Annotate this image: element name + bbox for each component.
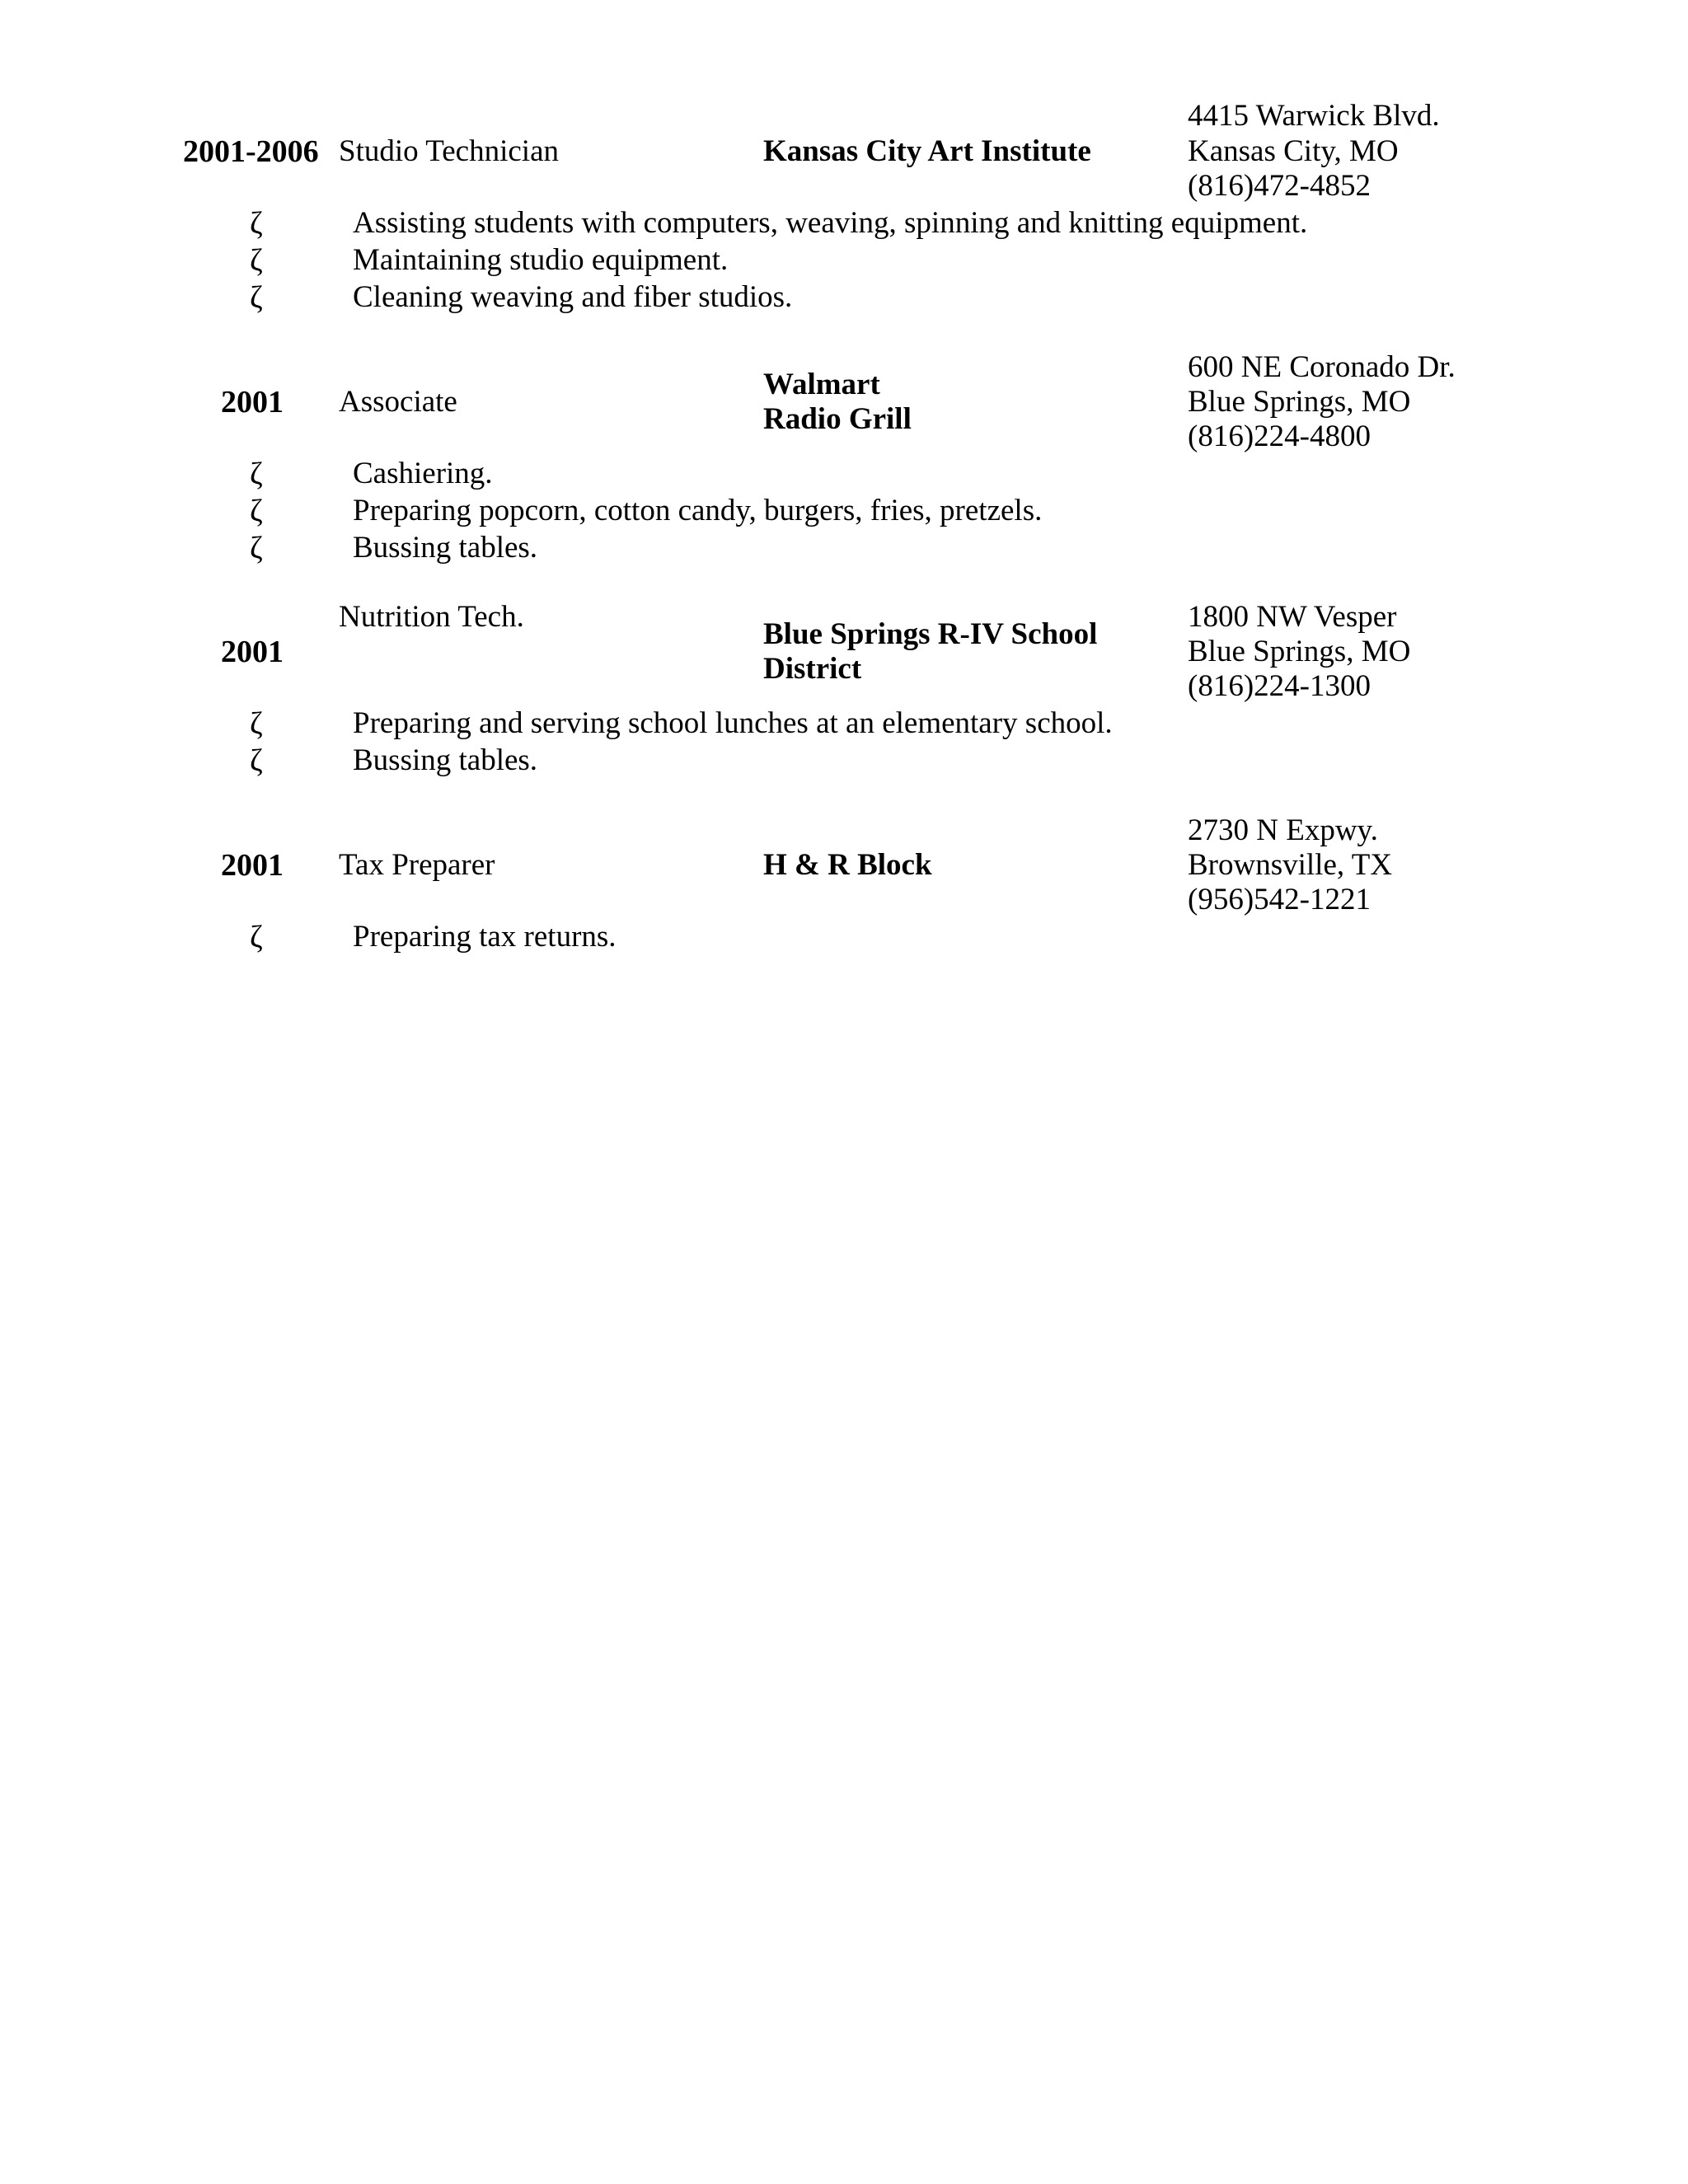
job-organization: Walmart [763,368,880,401]
job-years: 2001 [221,385,284,419]
job-title: Nutrition Tech. [339,600,524,634]
job-organization: District [763,652,862,686]
job-address-phone: (816)224-4800 [1188,419,1371,453]
job-years: 2001-2006 [183,134,319,169]
job-address-phone: (956)542-1221 [1188,883,1371,916]
job-duty: Maintaining studio equipment. [353,243,729,277]
job-duty: Cleaning weaving and fiber studios. [353,280,793,314]
job-duty: Preparing popcorn, cotton candy, burgers, fries, pretzels. [353,494,1043,527]
job-address-street: 2730 N Expwy. [1188,813,1378,847]
job-address-city: Kansas City, MO [1188,134,1399,168]
bullet-icon: ζ [250,243,263,278]
bullet-icon: ζ [250,280,263,315]
job-address-street: 4415 Warwick Blvd. [1188,99,1440,133]
job-address-phone: (816)224-1300 [1188,669,1371,703]
job-address-street: 600 NE Coronado Dr. [1188,350,1456,384]
bullet-icon: ζ [250,206,263,241]
job-years: 2001 [221,848,284,883]
job-title: Studio Technician [339,134,559,168]
job-years: 2001 [221,635,284,669]
job-address-phone: (816)472-4852 [1188,169,1371,203]
job-address-street: 1800 NW Vesper [1188,600,1397,634]
job-address-city: Blue Springs, MO [1188,385,1411,419]
bullet-icon: ζ [250,706,263,741]
job-title: Associate [339,385,457,419]
bullet-icon: ζ [250,457,263,491]
bullet-icon: ζ [250,743,263,778]
job-duty: Bussing tables. [353,743,538,777]
job-organization: Kansas City Art Institute [763,134,1091,168]
job-address-city: Brownsville, TX [1188,848,1393,882]
job-address-city: Blue Springs, MO [1188,635,1411,668]
job-duty: Preparing and serving school lunches at an elementary school. [353,706,1113,740]
bullet-icon: ζ [250,494,263,528]
job-organization: H & R Block [763,848,932,882]
job-title: Tax Preparer [339,848,495,882]
job-duty: Cashiering. [353,457,493,490]
job-duty: Bussing tables. [353,531,538,565]
job-duty: Assisting students with computers, weaving, spinning and knitting equipment. [353,206,1308,240]
job-organization: Blue Springs R-IV School [763,617,1098,651]
job-duty: Preparing tax returns. [353,920,617,954]
bullet-icon: ζ [250,531,263,565]
bullet-icon: ζ [250,920,263,954]
job-organization: Radio Grill [763,402,912,436]
